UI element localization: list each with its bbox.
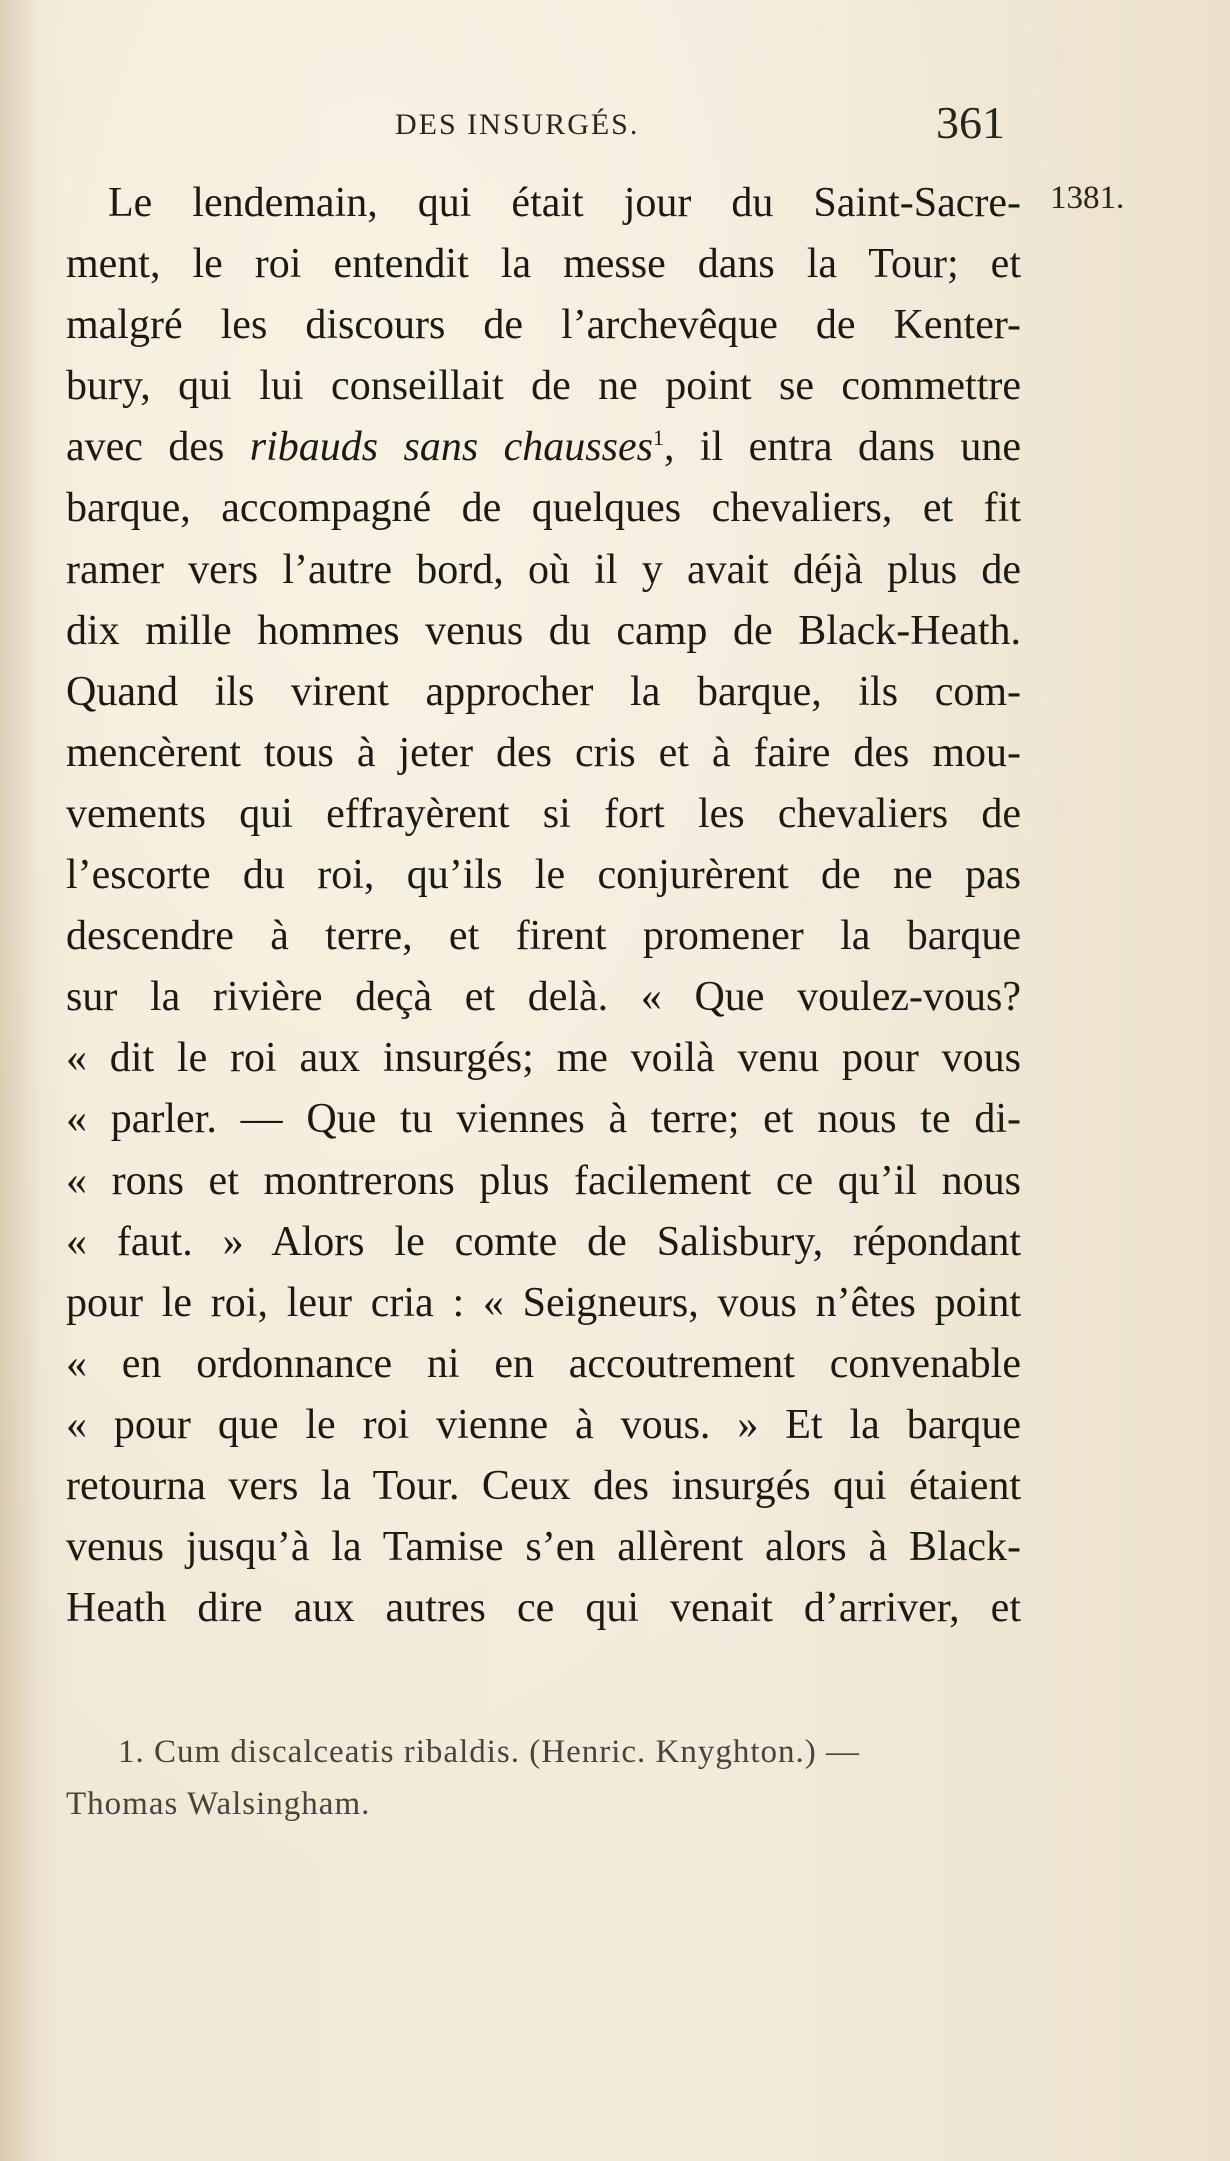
footnote-marker: 1 [652,425,664,451]
text-segment: avec des [66,424,250,471]
text-line: ment, le roi entendit la messe dans la Tour; et [66,241,1021,288]
text-line: Heath dire aux autres ce qui venait d’arriver, et [66,1585,1021,1632]
text-line: « dit le roi aux insurgés; me voilà venu pour vous [66,1035,1021,1082]
text-line: « pour que le roi vienne à vous. » Et la barque [66,1401,1021,1448]
text-line: Quand ils virent approcher la barque, ils com- [66,668,1021,715]
text-line: Le lendemain, qui était jour du Saint-Sacre- [108,180,1021,226]
text-line: « faut. » Alors le comte de Salisbury, répondant [66,1218,1021,1265]
text-line: malgré les discours de l’archevêque de Kenter- [66,302,1021,349]
text-line: « en ordonnance ni en accoutrement convenable [66,1340,1021,1387]
text-line: descendre à terre, et firent promener la barque [66,913,1021,960]
italic-phrase: ribauds sans chausses [249,424,653,471]
footnote-line: Thomas Walsingham. [66,1786,371,1822]
text-segment: , il entra dans une [663,424,1022,471]
text-line: vements qui effrayèrent si fort les chevaliers de [66,790,1021,837]
margin-year: 1381. [1050,180,1125,216]
running-head: DES INSURGÉS. [395,108,640,141]
text-line: dix mille hommes venus du camp de Black-Heath. [66,607,1021,654]
text-line: bury, qui lui conseillait de ne point se commettre [66,363,1021,410]
text-line: sur la rivière deçà et delà. « Que voulez-vous? [66,974,1021,1021]
text-line: « rons et montrerons plus facilement ce qu’il nous [66,1157,1021,1204]
text-line: barque, accompagné de quelques chevaliers, et fit [66,485,1021,532]
footnote [66,1726,1026,1830]
text-line: retourna vers la Tour. Ceux des insurgés qui étaient [66,1462,1021,1509]
footnote-line: 1. Cum discalceatis ribaldis. (Henric. Knyghton.) — [118,1734,861,1770]
page-gutter-shadow [0,0,40,2161]
text-line: « parler. — Que tu viennes à terre; et nous te di- [66,1096,1021,1143]
text-line: ramer vers l’autre bord, où il y avait déjà plus de [66,546,1021,593]
text-line: pour le roi, leur cria : « Seigneurs, vous n’êtes point [66,1279,1021,1326]
page-number: 361 [936,97,1005,148]
text-line: l’escorte du roi, qu’ils le conjurèrent de ne pas [66,852,1021,899]
text-line-with-footnote [66,417,1021,478]
body-text [66,173,1021,1639]
text-line: mencèrent tous à jeter des cris et à faire des mou- [66,729,1021,776]
text-line: venus jusqu’à la Tamise s’en allèrent alors à Black- [66,1524,1021,1571]
